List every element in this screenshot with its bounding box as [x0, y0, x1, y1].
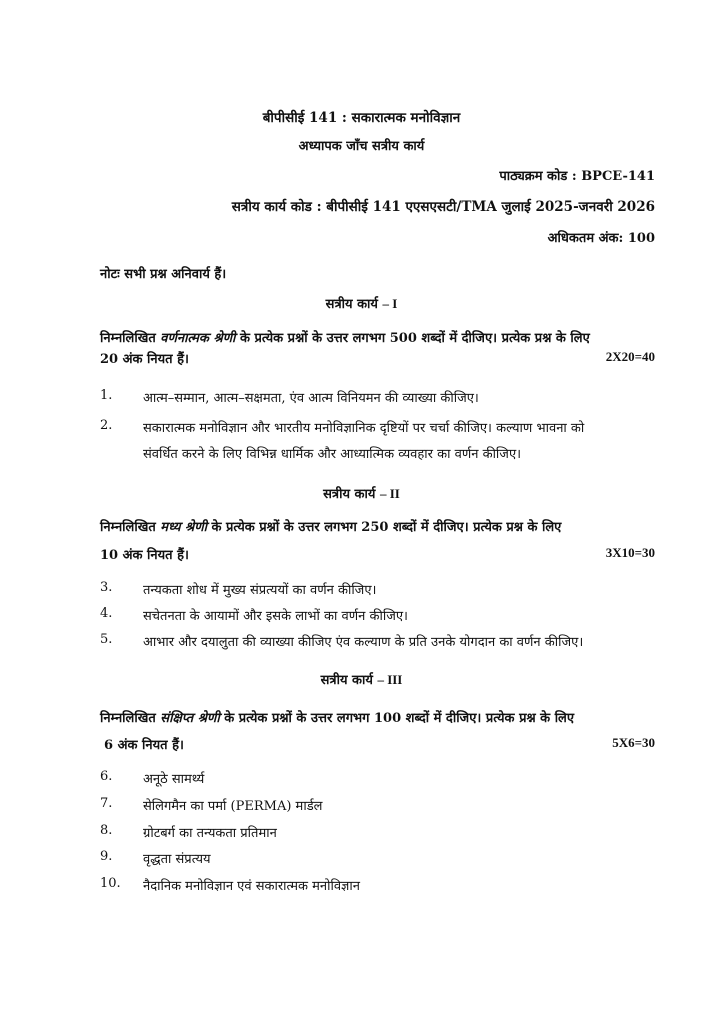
- instruction-post: के प्रत्येक प्रश्नों के उत्तर लगभग 100 शब्दों में दीजिए। प्रत्येक प्रश्न के लिए: [219, 711, 575, 726]
- section-heading-2: [0, 484, 723, 502]
- section-heading-text: सत्रीय कार्य: [320, 673, 373, 688]
- section-heading-text: सत्रीय कार्य: [325, 297, 378, 312]
- question-text: आत्म–सम्मान, आत्म–सक्षमता, एंव आत्म विनियमन की व्याख्या कीजिए।: [143, 391, 479, 406]
- question-number: 7.: [100, 796, 113, 811]
- section-marks-2: 3X10=30: [605, 545, 655, 560]
- category-label: मध्य श्रेणी: [160, 520, 207, 535]
- section-roman: – I: [382, 296, 398, 311]
- question-number: 3.: [100, 580, 113, 595]
- category-label: संक्षिप्त श्रेणी: [160, 711, 220, 726]
- question-number: 4.: [100, 606, 113, 621]
- question-text-continued: संवर्धित करने के लिए विभिन्न धार्मिक और आध्यात्मिक व्यवहार का वर्णन कीजिए।: [143, 447, 522, 462]
- instruction-post: के प्रत्येक प्रश्नों के उत्तर लगभग 500 शब्दों में दीजिए। प्रत्येक प्रश्न के लिए: [235, 331, 590, 346]
- question-text: सचेतनता के आयामों और इसके लाभों का वर्णन कीजिए।: [143, 609, 408, 624]
- instruction-post: के प्रत्येक प्रश्नों के उत्तर लगभग 250 शब्दों में दीजिए। प्रत्येक प्रश्न के लिए: [207, 520, 562, 535]
- section-instruction-line2-3: 6 अंक नियत हैं।: [104, 738, 184, 753]
- section-heading-1: [0, 294, 723, 312]
- section-heading-text: सत्रीय कार्य: [323, 487, 376, 502]
- section-marks-3: 5X6=30: [612, 735, 655, 750]
- question-text: आभार और दयालुता की व्याख्या कीजिए एंव कल्याण के प्रति उनके योगदान का वर्णन कीजिए।: [143, 635, 584, 650]
- question-number: 9.: [100, 849, 113, 864]
- section-roman: – II: [379, 486, 400, 501]
- question-text: वृद्धता संप्रत्यय: [143, 852, 211, 867]
- assignment-code: सत्रीय कार्य कोड : बीपीसीई 141 एएसएसटी/TMA जुलाई 2025-जनवरी 2026: [231, 199, 655, 215]
- question-text: सकारात्मक मनोविज्ञान और भारतीय मनोविज्ञानिक दृष्टियों पर चर्चा कीजिए। कल्याण भावना को: [143, 421, 585, 436]
- section-marks-1: 2X20=40: [605, 349, 655, 364]
- question-number: 8.: [100, 823, 113, 838]
- question-text: नैदानिक मनोविज्ञान एवं सकारात्मक मनोविज्ञान: [143, 879, 360, 894]
- question-text: तन्यकता शोध में मुख्य संप्रत्ययों का वर्णन कीजिए।: [143, 583, 377, 598]
- max-marks: अधिकतम अंक: 100: [547, 231, 655, 246]
- section-heading-3: [0, 670, 723, 688]
- question-number: 2.: [100, 418, 113, 433]
- question-number: 5.: [100, 632, 113, 647]
- question-number: 10.: [100, 876, 121, 891]
- section-instruction-2: [100, 517, 561, 535]
- instruction-pre: निम्नलिखित: [100, 520, 161, 535]
- question-text: अनूठे सामर्थ्य: [143, 772, 205, 787]
- instruction-pre: निम्नलिखित: [100, 711, 161, 726]
- category-label: वर्णनात्मक श्रेणी: [160, 331, 236, 346]
- course-code: पाठ्यक्रम कोड : BPCE-141: [499, 169, 655, 184]
- section-instruction-1: [100, 328, 590, 346]
- question-text: सेलिगमैन का पर्मा (PERMA) मार्डल: [143, 799, 323, 814]
- section-instruction-line2-1: 20 अंक नियत हैं।: [100, 352, 189, 367]
- section-instruction-3: [100, 708, 574, 726]
- note: नोटः सभी प्रश्न अनिवार्य हैं।: [100, 267, 227, 282]
- question-number: 1.: [100, 388, 113, 403]
- assignment-subtitle: अध्यापक जाँच सत्रीय कार्य: [298, 139, 425, 154]
- question-text: ग्रोटबर्ग का तन्यकता प्रतिमान: [143, 826, 277, 841]
- section-instruction-line2-2: 10 अंक नियत हैं।: [100, 548, 189, 563]
- instruction-pre: निम्नलिखित: [100, 331, 161, 346]
- section-roman: – III: [377, 672, 403, 687]
- course-title: बीपीसीई 141 : सकारात्मक मनोविज्ञान: [262, 110, 461, 126]
- question-number: 6.: [100, 769, 113, 784]
